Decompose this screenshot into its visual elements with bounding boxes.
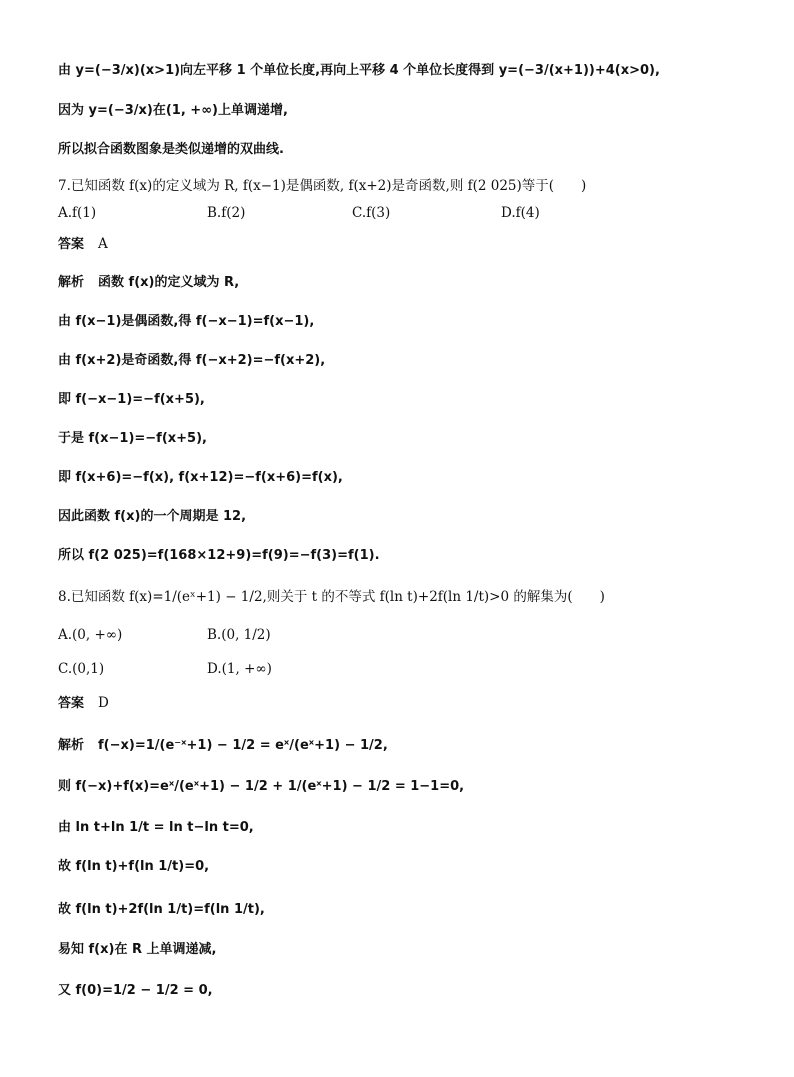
text-line: 易知 f(x)在 R 上单调递减,: [58, 942, 217, 957]
text-line: 又 f(0)=1/2 − 1/2 = 0,: [58, 983, 213, 998]
text-line: 因此函数 f(x)的一个周期是 12,: [58, 509, 247, 524]
text-line: 故 f(ln t)+2f(ln 1/t)=f(ln 1/t),: [58, 902, 265, 917]
q7-answer-row: [58, 235, 108, 254]
q8-option-b: B.(0, 1/2): [207, 627, 271, 643]
q8-answer-row: [58, 694, 109, 713]
q8-option-d: D.(1, +∞): [207, 661, 272, 677]
question-7-stem: 7.已知函数 f(x)的定义域为 R, f(x−1)是偶函数, f(x+2)是奇函数,则 f(2 025)等于( ): [58, 178, 587, 194]
q7-option-a: A.f(1): [58, 205, 97, 221]
analysis-label: 解析: [58, 738, 85, 753]
text-line: 所以 f(2 025)=f(168×12+9)=f(9)=−f(3)=f(1).: [58, 548, 380, 563]
text-line: 即 f(x+6)=−f(x), f(x+12)=−f(x+6)=f(x),: [58, 470, 343, 485]
text-line: 则 f(−x)+f(x)=eˣ/(eˣ+1) − 1/2 + 1/(eˣ+1) − 1/2 = 1−1=0,: [58, 779, 465, 794]
q7-analysis-row: [58, 274, 239, 292]
answer-label: 答案: [58, 237, 85, 252]
q7-option-c: C.f(3): [352, 205, 391, 221]
text-line: 由 ln t+ln 1/t = ln t−ln t=0,: [58, 820, 254, 835]
text-line: 由 y=(−3/x)(x>1)向左平移 1 个单位长度,再向上平移 4 个单位长度得到 y=(−3/(x+1))+4(x>0),: [58, 63, 660, 78]
text-line: 即 f(−x−1)=−f(x+5),: [58, 392, 205, 407]
text-line: 于是 f(x−1)=−f(x+5),: [58, 431, 207, 446]
answer-value: A: [98, 236, 108, 252]
text-line: 由 f(x+2)是奇函数,得 f(−x+2)=−f(x+2),: [58, 353, 326, 368]
text-line: 故 f(ln t)+f(ln 1/t)=0,: [58, 859, 210, 874]
answer-value: D: [98, 695, 109, 711]
answer-label: 答案: [58, 696, 85, 711]
text-line: 所以拟合函数图象是类似递增的双曲线.: [58, 142, 284, 157]
q8-analysis-row: [58, 737, 388, 755]
q7-option-d: D.f(4): [501, 205, 540, 221]
text-line: 由 f(x−1)是偶函数,得 f(−x−1)=f(x−1),: [58, 314, 315, 329]
analysis-text: 函数 f(x)的定义域为 R,: [98, 275, 240, 290]
analysis-text: f(−x)=1/(e⁻ˣ+1) − 1/2 = eˣ/(eˣ+1) − 1/2,: [98, 738, 388, 753]
question-8-stem: 8.已知函数 f(x)=1/(eˣ+1) − 1/2,则关于 t 的不等式 f(ln t)+2f(ln 1/t)>0 的解集为( ): [58, 589, 605, 605]
text-line: 因为 y=(−3/x)在(1, +∞)上单调递增,: [58, 103, 288, 118]
q7-option-b: B.f(2): [207, 205, 246, 221]
q8-option-c: C.(0,1): [58, 661, 105, 677]
q8-option-a: A.(0, +∞): [58, 627, 123, 643]
analysis-label: 解析: [58, 275, 85, 290]
